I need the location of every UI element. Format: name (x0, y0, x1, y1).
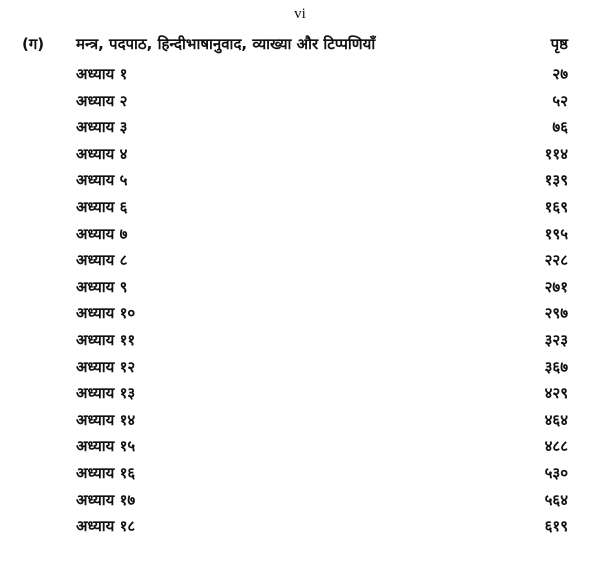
chapter-label: अध्याय १६ (76, 463, 136, 482)
page-number: vi (294, 6, 306, 22)
chapter-label: अध्याय ५ (76, 171, 128, 190)
chapter-label: अध्याय ९ (76, 277, 128, 296)
page-column-heading: पृष्ठ (550, 35, 568, 53)
chapter-page-number: ११४ (544, 144, 568, 163)
chapter-page-number: १९५ (544, 224, 568, 243)
toc-entry (0, 62, 600, 89)
toc-entry (0, 328, 600, 355)
chapter-label: अध्याय ३ (76, 118, 128, 137)
toc-entry (0, 168, 600, 195)
chapter-label: अध्याय ११ (76, 330, 136, 349)
chapter-label: अध्याय ८ (76, 251, 128, 270)
toc-entry (0, 115, 600, 142)
section-header (0, 34, 600, 58)
toc-entry (0, 142, 600, 169)
chapter-page-number: ७६ (552, 118, 568, 137)
chapter-page-number: ३२३ (544, 330, 568, 349)
section-marker: (ग) (22, 35, 45, 53)
toc-entry (0, 89, 600, 116)
chapter-label: अध्याय १३ (76, 384, 136, 403)
chapter-page-number: १३९ (544, 171, 568, 190)
chapter-page-number: २९७ (544, 304, 568, 323)
chapter-label: अध्याय १२ (76, 357, 136, 376)
chapter-label: अध्याय १४ (76, 410, 136, 429)
chapter-page-number: ४८८ (544, 437, 568, 456)
toc-entry (0, 408, 600, 435)
toc-entry (0, 434, 600, 461)
chapter-page-number: ६१९ (544, 517, 568, 536)
chapter-label: अध्याय १७ (76, 490, 136, 509)
chapter-page-number: ५२ (552, 91, 568, 110)
toc-entry (0, 488, 600, 515)
chapter-label: अध्याय १५ (76, 437, 136, 456)
chapter-label: अध्याय २ (76, 91, 128, 110)
chapter-page-number: ५६४ (544, 490, 568, 509)
section-title: मन्त्र, पदपाठ, हिन्दीभाषानुवाद, व्याख्या और टिप्पणियाँ (76, 35, 376, 53)
chapter-label: अध्याय १८ (76, 517, 136, 536)
chapter-page-number: २७ (552, 65, 568, 83)
chapter-page-number: २७१ (544, 277, 568, 296)
chapter-page-number: ४६४ (544, 410, 568, 429)
toc-entry (0, 222, 600, 249)
toc-entry (0, 355, 600, 382)
chapter-page-number: १६९ (544, 197, 568, 216)
table-of-contents (0, 62, 600, 541)
chapter-page-number: ५३० (544, 463, 568, 482)
chapter-page-number: ४२९ (544, 384, 568, 403)
chapter-label: अध्याय १ (76, 65, 128, 83)
chapter-page-number: २२८ (544, 251, 568, 270)
chapter-label: अध्याय ४ (76, 144, 128, 163)
toc-entry (0, 381, 600, 408)
chapter-label: अध्याय ६ (76, 197, 128, 216)
toc-entry (0, 275, 600, 302)
toc-entry (0, 514, 600, 541)
toc-entry (0, 248, 600, 275)
chapter-page-number: ३६७ (544, 357, 568, 376)
chapter-label: अध्याय ७ (76, 224, 128, 243)
toc-entry (0, 301, 600, 328)
toc-entry (0, 195, 600, 222)
chapter-label: अध्याय १० (76, 304, 136, 323)
toc-entry (0, 461, 600, 488)
